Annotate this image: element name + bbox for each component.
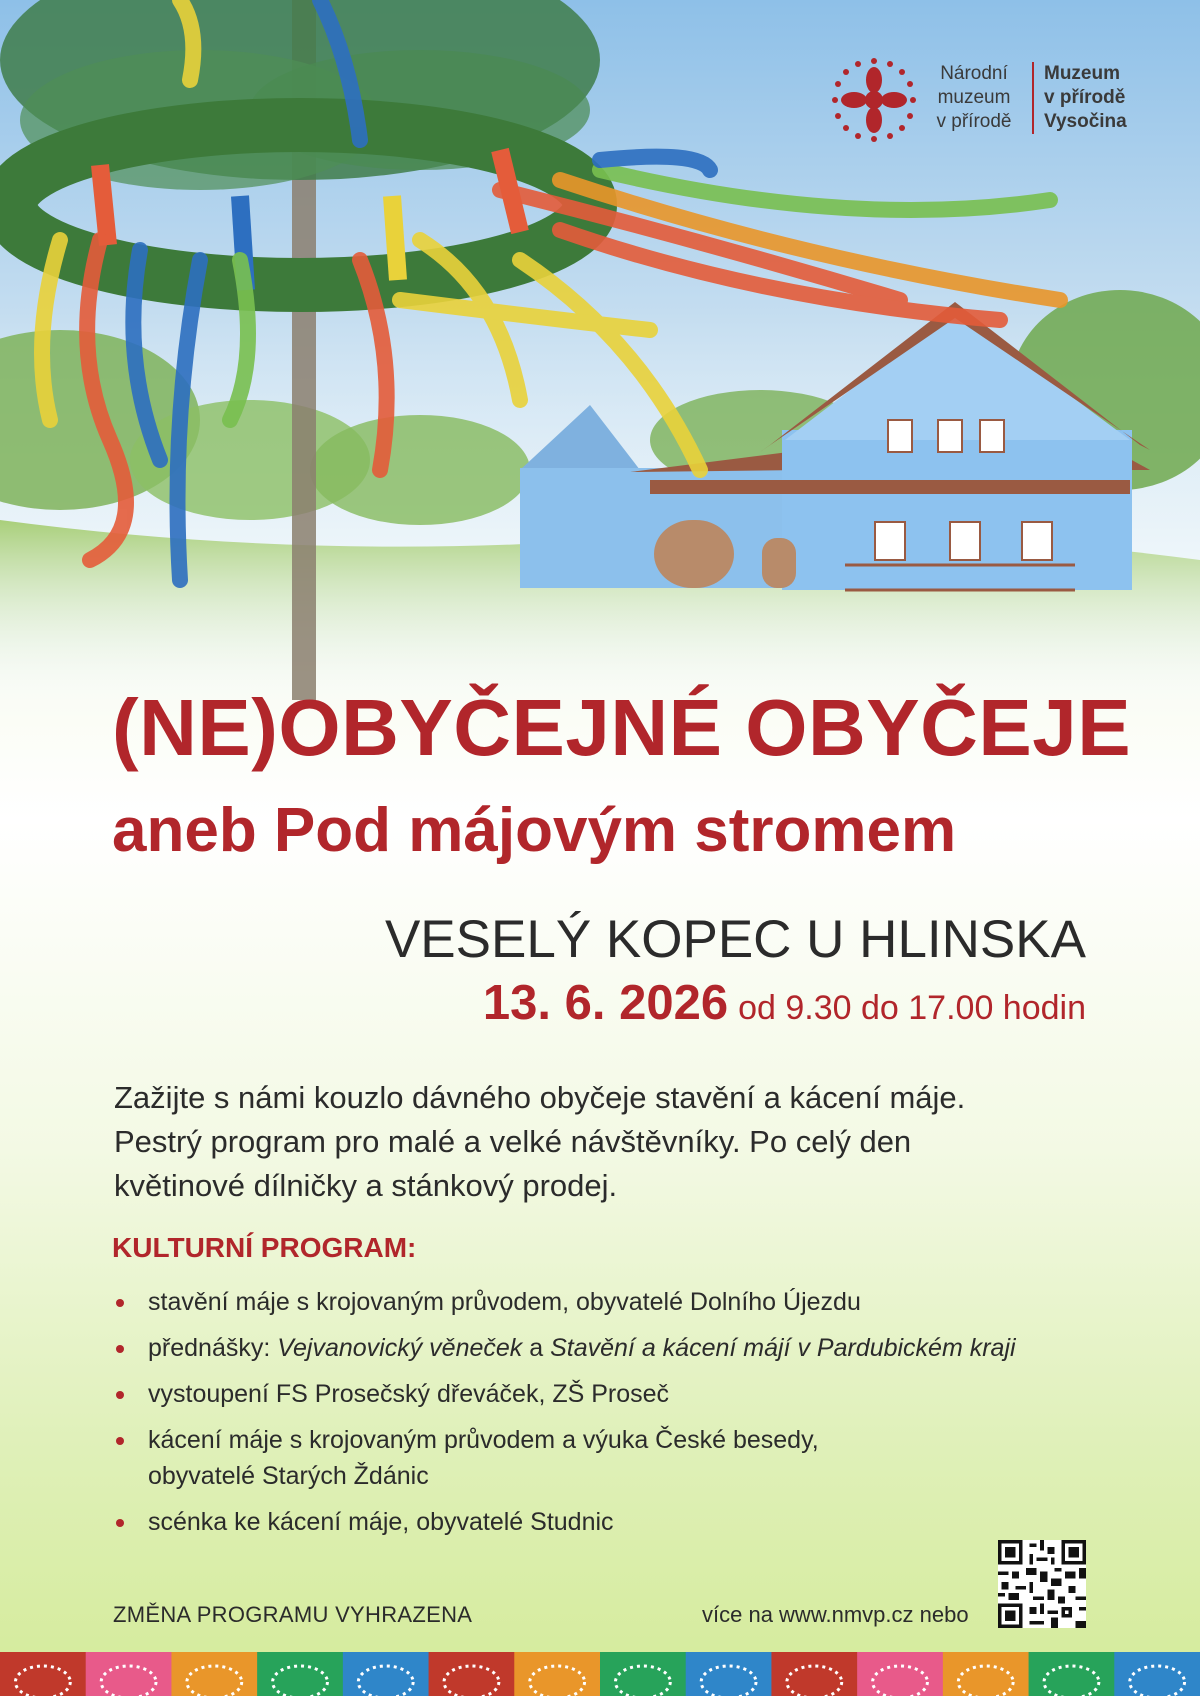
border-tile: [171, 1652, 258, 1696]
border-tile: [686, 1652, 773, 1696]
date-line: [483, 975, 1086, 1031]
folk-pattern-border: [0, 1652, 1200, 1696]
list-item: stavění máje s krojovaným průvodem, obyvatelé Dolního Újezdu: [116, 1284, 1116, 1320]
bullet-icon: [116, 1299, 124, 1307]
border-tile: [1114, 1652, 1200, 1696]
event-time: od 9.30 do 17.00 hodin: [738, 989, 1086, 1027]
website-link[interactable]: více na www.nmvp.cz nebo: [702, 1602, 969, 1627]
list-item: scénka ke kácení máje, obyvatelé Studnic: [116, 1504, 1116, 1540]
logo-name-national: Národní muzeum v přírodě: [936, 63, 1012, 132]
border-tile: [1029, 1652, 1116, 1696]
qr-code-icon[interactable]: [998, 1540, 1086, 1628]
program-heading: KULTURNÍ PROGRAM:: [112, 1232, 417, 1263]
logo-name-vysocina: Muzeum v přírodě Vysočina: [1044, 63, 1127, 132]
border-tile: [86, 1652, 173, 1696]
border-tile: [857, 1652, 944, 1696]
program-change-notice: ZMĚNA PROGRAMU VYHRAZENA: [113, 1602, 473, 1627]
border-tile: [771, 1652, 858, 1696]
program-list: [116, 1284, 1116, 1550]
event-date: 13. 6. 2026: [482, 976, 729, 1030]
event-title: (NE)OBYČEJNÉ OBYČEJE: [112, 683, 1132, 772]
museum-logo: [832, 58, 1152, 144]
border-tile: [257, 1652, 344, 1696]
bullet-icon: [116, 1437, 124, 1445]
border-tile: [0, 1652, 87, 1696]
logo-divider: [1032, 62, 1034, 134]
border-tile: [943, 1652, 1030, 1696]
venue: VESELÝ KOPEC U HLINSKA: [384, 910, 1086, 969]
bullet-icon: [116, 1391, 124, 1399]
border-tile: [514, 1652, 601, 1696]
event-subtitle: aneb Pod májovým stromem: [112, 796, 957, 865]
bullet-icon: [116, 1345, 124, 1353]
border-tile: [343, 1652, 430, 1696]
intro-text: Zažijte s námi kouzlo dávného obyčeje stavění a kácení máje. Pestrý program pro malé a velké návštěvníky. Po celý den květinové dílničky a stánkový prodej.: [114, 1080, 966, 1203]
list-item: kácení máje s krojovaným průvodem a výuka České besedy, obyvatelé Starých Ždánic: [116, 1422, 1116, 1494]
list-item: přednášky: Vejvanovický věneček a Stavění a kácení májí v Pardubickém kraji: [116, 1330, 1116, 1366]
museum-flower-logo-icon: [832, 58, 916, 142]
bullet-icon: [116, 1519, 124, 1527]
list-item: vystoupení FS Prosečský dřeváček, ZŠ Proseč: [116, 1376, 1116, 1412]
border-tile: [429, 1652, 516, 1696]
border-tile: [600, 1652, 687, 1696]
